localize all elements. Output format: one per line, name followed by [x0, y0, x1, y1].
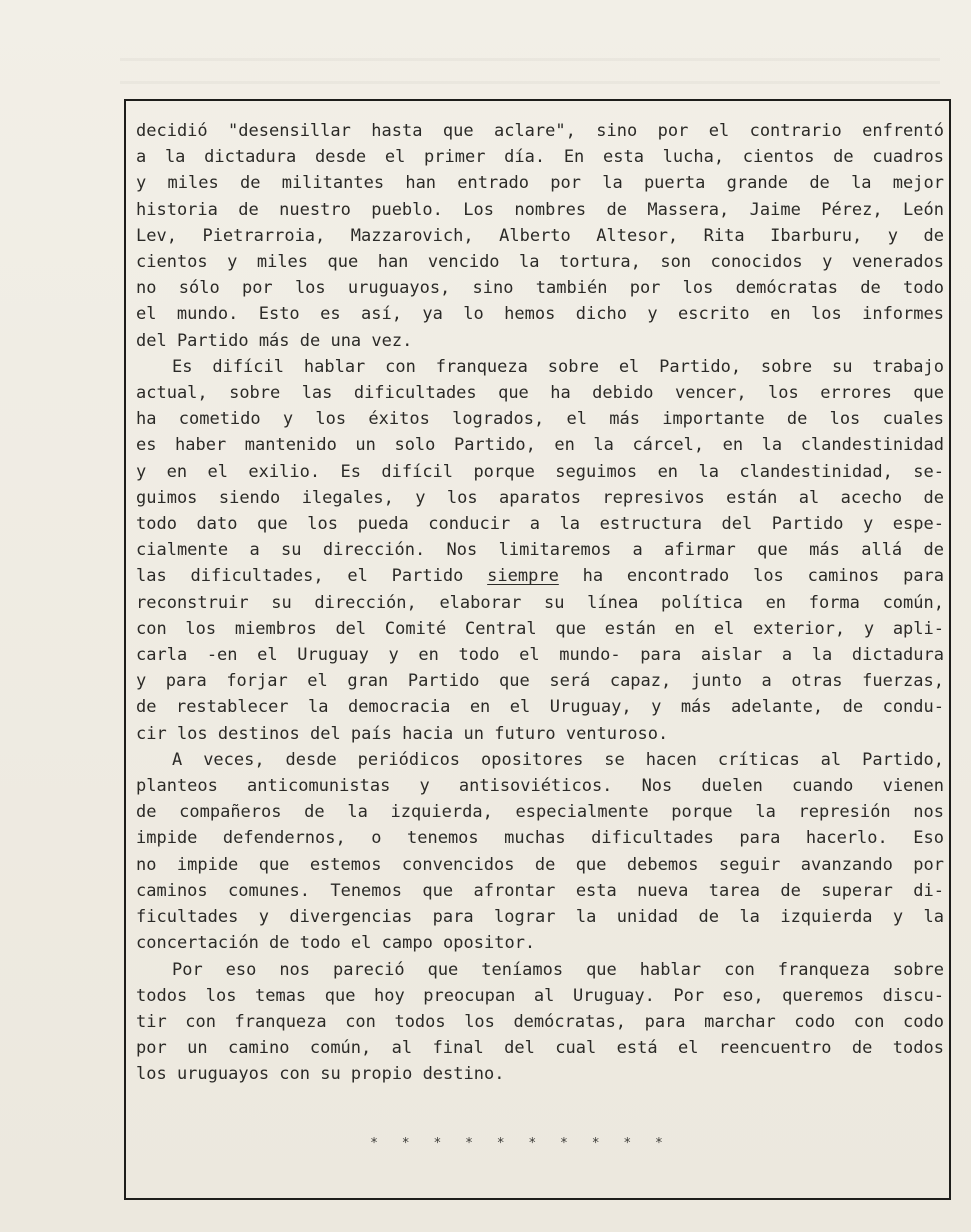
text-line: cir los destinos del país hacia un futuro venturoso. [136, 723, 669, 744]
text-segment: ha encontrado los caminos para [582, 566, 945, 587]
text-line: decidió "desensillar hasta que aclare", sino por el contrario enfrentó [136, 121, 944, 141]
text-line: historia de nuestro pueblo. Los nombres de Massera, Jaime Pérez, León [136, 199, 944, 220]
text-line: Por eso nos pareció que teníamos que hablar con franqueza sobre [172, 959, 944, 980]
paragraph-2 [136, 354, 944, 747]
text-line: y para forjar el gran Partido que será capaz, junto a otras fuerzas, [136, 671, 944, 692]
text-line: cientos y miles que han vencido la tortura, son conocidos y venerados [136, 252, 944, 273]
text-line: los uruguayos con su propio destino. [136, 1064, 505, 1085]
text-line: de restablecer la democracia en el Uruguay, y más adelante, de condu- [136, 697, 944, 718]
text-line: impide defendernos, o tenemos muchas dificultades para hacerlo. Eso [136, 828, 944, 849]
section-separator: * * * * * * * * * * [370, 1136, 671, 1151]
text-line: y en el exilio. Es difícil porque seguimos en la clandestinidad, se- [136, 461, 944, 482]
text-line: A veces, desde periódicos opositores se hacen críticas al Partido, [172, 749, 944, 770]
text-line-with-emphasis [136, 563, 944, 589]
text-line: todo dato que los pueda conducir a la estructura del Partido y espe- [136, 514, 944, 535]
text-line: por un camino común, al final del cual está el reencuentro de todos [136, 1038, 944, 1059]
text-line: con los miembros del Comité Central que están en el exterior, y apli- [136, 618, 944, 639]
paragraph-1 [136, 118, 944, 354]
text-line: ha cometido y los éxitos logrados, el más importante de los cuales [136, 409, 944, 430]
text-line: todos los temas que hoy preocupan al Uruguay. Por eso, queremos discu- [136, 985, 944, 1006]
text-line: actual, sobre las dificultades que ha debido vencer, los errores que [136, 383, 944, 404]
text-line: de compañeros de la izquierda, especialmente porque la represión nos [136, 802, 944, 823]
paragraph-4 [136, 957, 944, 1088]
text-line: planteos anticomunistas y antisoviéticos. Nos duelen cuando vienen [136, 776, 944, 797]
paragraph-3 [136, 747, 944, 957]
text-line: carla -en el Uruguay y en todo el mundo- para aislar a la dictadura [136, 645, 944, 666]
text-line: no sólo por los uruguayos, sino también por los demócratas de todo [136, 278, 944, 299]
text-line: del Partido más de una vez. [136, 330, 413, 351]
text-segment: las dificultades, el Partido [136, 566, 464, 587]
underlined-word: siempre [487, 566, 559, 587]
text-line: guimos siendo ilegales, y los aparatos represivos están al acecho de [136, 487, 944, 508]
text-line: Lev, Pietrarroia, Mazzarovich, Alberto Altesor, Rita Ibarburu, y de [136, 225, 944, 246]
text-line: reconstruir su dirección, elaborar su línea política en forma común, [136, 592, 944, 613]
body-text [136, 118, 944, 1088]
text-line: cialmente a su dirección. Nos limitaremos a afirmar que más allá de [136, 540, 944, 561]
text-line: caminos comunes. Tenemos que afrontar esta nueva tarea de superar di- [136, 880, 944, 901]
text-line: el mundo. Esto es así, ya lo hemos dicho y escrito en los informes [136, 304, 944, 325]
bleed-through-text [120, 58, 940, 94]
text-line: tir con franqueza con todos los demócratas, para marchar codo con codo [136, 1011, 944, 1032]
text-line: a la dictadura desde el primer día. En esta lucha, cientos de cuadros [136, 147, 944, 168]
text-line: y miles de militantes han entrado por la puerta grande de la mejor [136, 173, 944, 194]
text-line: ficultades y divergencias para lograr la unidad de la izquierda y la [136, 907, 944, 928]
text-line: concertación de todo el campo opositor. [136, 933, 536, 954]
text-line: no impide que estemos convencidos de que debemos seguir avanzando por [136, 854, 944, 875]
text-line: es haber mantenido un solo Partido, en la cárcel, en la clandestinidad [136, 435, 944, 456]
text-line: Es difícil hablar con franqueza sobre el Partido, sobre su trabajo [172, 356, 944, 377]
